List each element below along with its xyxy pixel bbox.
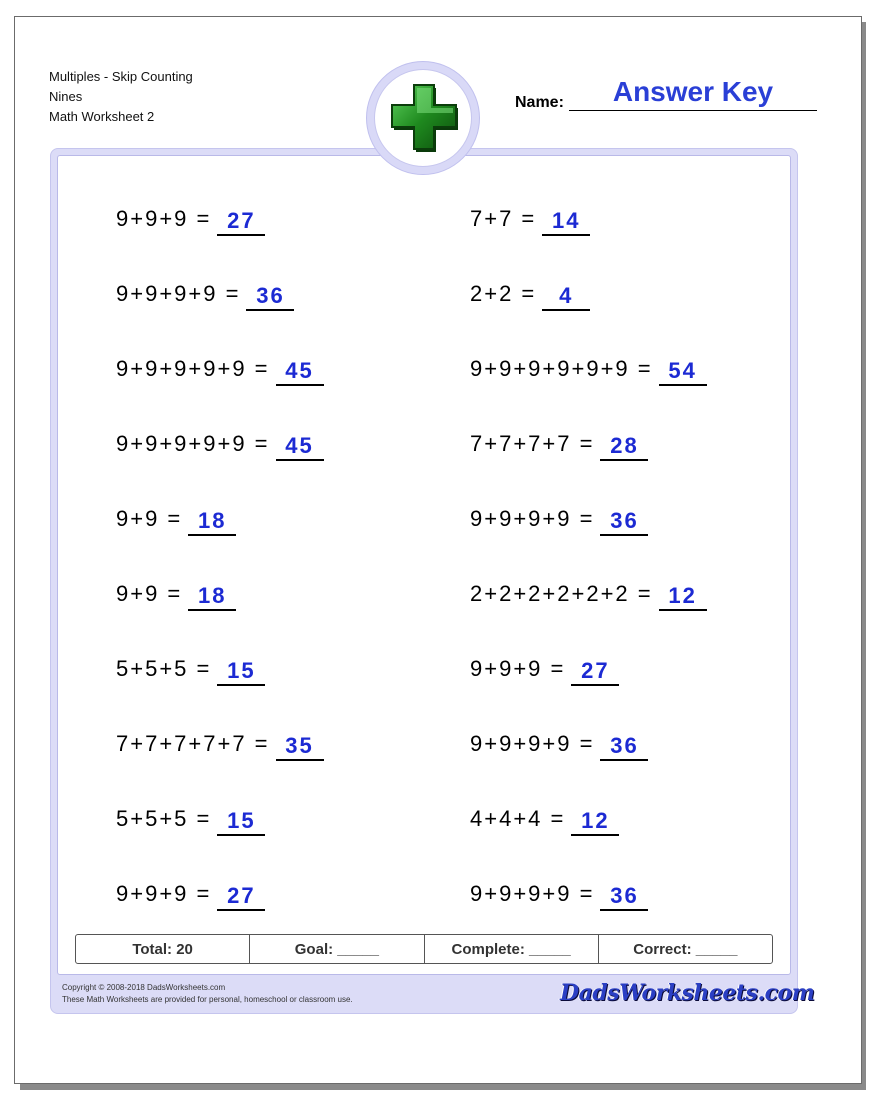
score-correct: Correct: _____	[633, 940, 738, 958]
problem-item	[470, 431, 648, 457]
name-label: Name:	[515, 94, 564, 111]
problem-item	[470, 806, 619, 832]
problem-item	[116, 431, 324, 457]
usage-line: These Math Worksheets are provided for personal, homeschool or classroom use.	[62, 995, 353, 1004]
problem-answer: 35	[276, 735, 324, 761]
problem-answer: 27	[571, 660, 619, 686]
problem-answer: 18	[188, 510, 236, 536]
problem-expression: 9+9+9+9 =	[470, 881, 595, 906]
brand-logo: DadsWorksheets.com	[560, 980, 815, 1006]
problem-answer: 12	[659, 585, 707, 611]
problem-expression: 9+9 =	[116, 581, 183, 606]
score-goal: Goal: _____	[250, 935, 424, 963]
problem-expression: 9+9+9+9+9 =	[116, 356, 270, 381]
problem-expression: 5+5+5 =	[116, 806, 212, 831]
problem-item	[116, 656, 265, 682]
problem-item	[116, 731, 324, 757]
problem-item	[116, 356, 324, 382]
problem-answer: 18	[188, 585, 236, 611]
worksheet-number: Math Worksheet 2	[49, 109, 155, 124]
problem-expression: 9+9+9+9 =	[116, 281, 241, 306]
problem-expression: 7+7+7+7+7 =	[116, 731, 270, 756]
problem-expression: 9+9+9 =	[116, 881, 212, 906]
problem-item	[116, 281, 294, 307]
problem-answer: 15	[217, 810, 265, 836]
score-table	[75, 934, 773, 964]
problem-expression: 2+2+2+2+2+2 =	[470, 581, 653, 606]
problem-expression: 2+2 =	[470, 281, 537, 306]
problem-answer: 45	[276, 435, 324, 461]
problem-answer: 15	[217, 660, 265, 686]
problem-area	[57, 155, 791, 975]
problem-expression: 9+9+9+9+9 =	[116, 431, 270, 456]
problem-item	[116, 881, 265, 907]
problem-answer: 4	[542, 285, 590, 311]
score-total: Total: 20	[76, 935, 250, 963]
problem-answer: 36	[600, 735, 648, 761]
problem-answer: 14	[542, 210, 590, 236]
problem-answer: 12	[571, 810, 619, 836]
problem-item	[470, 206, 590, 232]
copyright-notice	[62, 982, 353, 1006]
problem-answer: 45	[276, 360, 324, 386]
problem-item	[470, 281, 590, 307]
problem-item	[116, 806, 265, 832]
plus-icon	[384, 77, 464, 157]
problem-item	[470, 731, 648, 757]
problem-expression: 9+9+9+9 =	[470, 506, 595, 531]
worksheet-topic: Multiples - Skip Counting	[49, 69, 193, 84]
score-complete: Complete: _____	[425, 935, 599, 963]
problem-item	[470, 356, 707, 382]
problem-answer: 36	[246, 285, 294, 311]
problem-item	[470, 506, 648, 532]
logo-badge	[366, 61, 480, 175]
problem-expression: 9+9+9 =	[116, 206, 212, 231]
problem-answer: 27	[217, 210, 265, 236]
problem-answer: 28	[600, 435, 648, 461]
problem-item	[470, 881, 648, 907]
problem-expression: 5+5+5 =	[116, 656, 212, 681]
problem-item	[116, 581, 236, 607]
problem-expression: 7+7 =	[470, 206, 537, 231]
problem-item	[116, 506, 236, 532]
problem-answer: 36	[600, 510, 648, 536]
problem-expression: 4+4+4 =	[470, 806, 566, 831]
problem-expression: 9+9+9+9 =	[470, 731, 595, 756]
problem-answer: 27	[217, 885, 265, 911]
problem-expression: 9+9+9 =	[470, 656, 566, 681]
problem-item	[470, 581, 707, 607]
problem-expression: 9+9+9+9+9+9 =	[470, 356, 653, 381]
problem-item	[470, 656, 619, 682]
problem-item	[116, 206, 265, 232]
copyright-line: Copyright © 2008-2018 DadsWorksheets.com	[62, 983, 226, 992]
name-underline	[569, 110, 817, 111]
worksheet-subtopic: Nines	[49, 89, 83, 104]
answer-key-title: Answer Key	[612, 76, 774, 107]
problem-answer: 36	[600, 885, 648, 911]
problem-expression: 7+7+7+7 =	[470, 431, 595, 456]
worksheet-header	[49, 67, 193, 127]
problem-expression: 9+9 =	[116, 506, 183, 531]
problem-answer: 54	[659, 360, 707, 386]
